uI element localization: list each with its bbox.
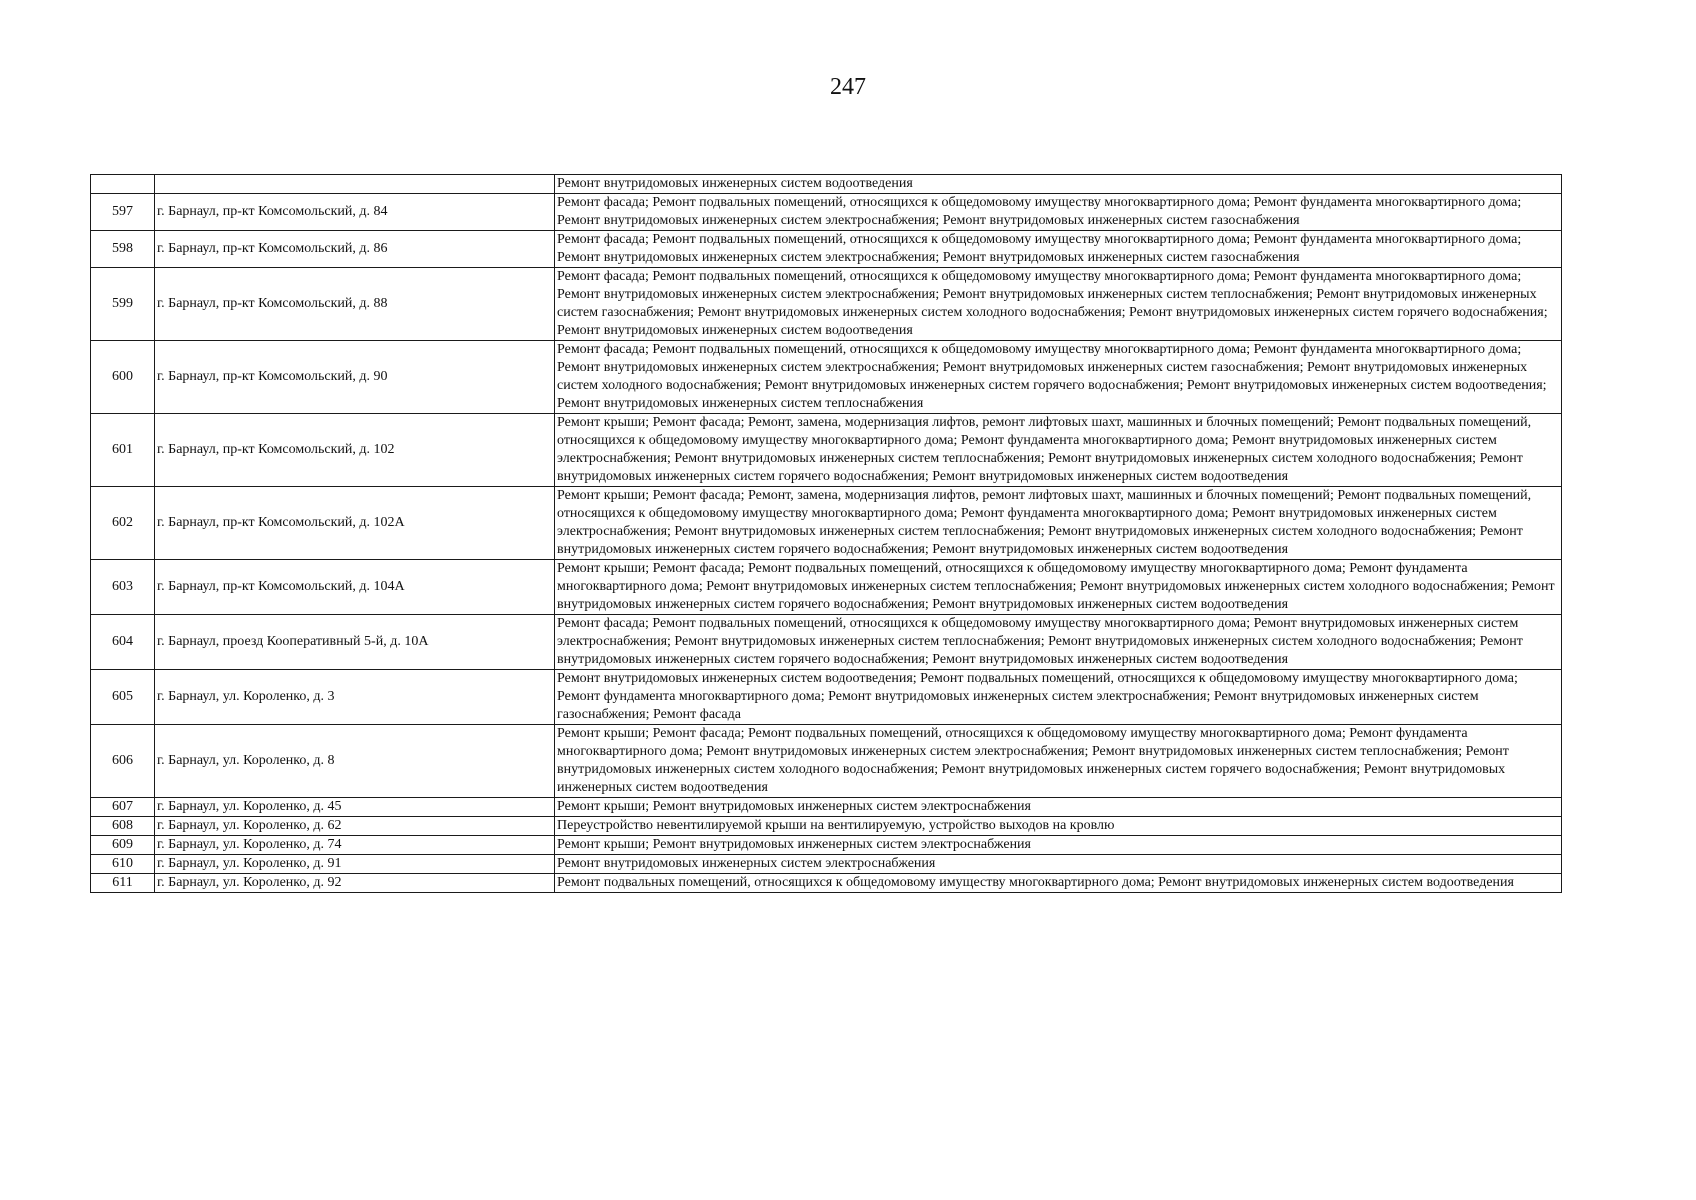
row-number: 607 (91, 798, 155, 817)
building-address: г. Барнаул, пр-кт Комсомольский, д. 104А (155, 560, 555, 615)
row-number (91, 175, 155, 194)
table-row (91, 855, 1562, 874)
table-row (91, 268, 1562, 341)
row-number: 598 (91, 231, 155, 268)
building-address: г. Барнаул, пр-кт Комсомольский, д. 88 (155, 268, 555, 341)
table-row (91, 341, 1562, 414)
repair-registry-table (90, 174, 1562, 893)
table-row (91, 817, 1562, 836)
building-address (155, 175, 555, 194)
repair-works-list: Ремонт крыши; Ремонт фасада; Ремонт, замена, модернизация лифтов, ремонт лифтовых шахт, машинных и блочных помещений; Ремонт подвальных помещений, относящихся к общедомовому имуществу многоквартирного дома; Ремонт фундамента многоквартирного дома; Ремонт внутридомовых инженерных систем электроснабжения; Ремонт внутридомовых инженерных систем теплоснабжения; Ремонт внутридомовых инженерных систем холодного водоснабжения; Ремонт внутридомовых инженерных систем горячего водоснабжения; Ремонт внутридомовых инженерных систем водоотведения (555, 414, 1562, 487)
repair-works-list: Ремонт крыши; Ремонт внутридомовых инженерных систем электроснабжения (555, 836, 1562, 855)
repair-works-list: Переустройство невентилируемой крыши на вентилируемую, устройство выходов на кровлю (555, 817, 1562, 836)
row-number: 599 (91, 268, 155, 341)
table-row (91, 487, 1562, 560)
table-row (91, 231, 1562, 268)
registry-body (91, 175, 1562, 893)
building-address: г. Барнаул, ул. Короленко, д. 92 (155, 874, 555, 893)
repair-works-list: Ремонт внутридомовых инженерных систем электроснабжения (555, 855, 1562, 874)
building-address: г. Барнаул, пр-кт Комсомольский, д. 84 (155, 194, 555, 231)
building-address: г. Барнаул, ул. Короленко, д. 62 (155, 817, 555, 836)
row-number: 605 (91, 670, 155, 725)
row-number: 603 (91, 560, 155, 615)
building-address: г. Барнаул, ул. Короленко, д. 91 (155, 855, 555, 874)
building-address: г. Барнаул, ул. Короленко, д. 8 (155, 725, 555, 798)
repair-works-list: Ремонт крыши; Ремонт фасада; Ремонт подвальных помещений, относящихся к общедомовому имуществу многоквартирного дома; Ремонт фундамента многоквартирного дома; Ремонт внутридомовых инженерных систем теплоснабжения; Ремонт внутридомовых инженерных систем холодного водоснабжения; Ремонт внутридомовых инженерных систем горячего водоснабжения; Ремонт внутридомовых инженерных систем водоотведения (555, 560, 1562, 615)
table-row (91, 175, 1562, 194)
repair-works-list: Ремонт крыши; Ремонт фасада; Ремонт, замена, модернизация лифтов, ремонт лифтовых шахт, машинных и блочных помещений; Ремонт подвальных помещений, относящихся к общедомовому имуществу многоквартирного дома; Ремонт фундамента многоквартирного дома; Ремонт внутридомовых инженерных систем электроснабжения; Ремонт внутридомовых инженерных систем теплоснабжения; Ремонт внутридомовых инженерных систем холодного водоснабжения; Ремонт внутридомовых инженерных систем горячего водоснабжения; Ремонт внутридомовых инженерных систем водоотведения (555, 487, 1562, 560)
table-row (91, 560, 1562, 615)
row-number: 611 (91, 874, 155, 893)
row-number: 601 (91, 414, 155, 487)
repair-works-list: Ремонт фасада; Ремонт подвальных помещений, относящихся к общедомовому имуществу многоквартирного дома; Ремонт фундамента многоквартирного дома; Ремонт внутридомовых инженерных систем электроснабжения; Ремонт внутридомовых инженерных систем газоснабжения (555, 231, 1562, 268)
table-row (91, 874, 1562, 893)
row-number: 608 (91, 817, 155, 836)
building-address: г. Барнаул, ул. Короленко, д. 3 (155, 670, 555, 725)
building-address: г. Барнаул, пр-кт Комсомольский, д. 102А (155, 487, 555, 560)
repair-works-list: Ремонт фасада; Ремонт подвальных помещений, относящихся к общедомовому имуществу многоквартирного дома; Ремонт фундамента многоквартирного дома; Ремонт внутридомовых инженерных систем электроснабжения; Ремонт внутридомовых инженерных систем теплоснабжения; Ремонт внутридомовых инженерных систем газоснабжения; Ремонт внутридомовых инженерных систем холодного водоснабжения; Ремонт внутридомовых инженерных систем горячего водоснабжения; Ремонт внутридомовых инженерных систем водоотведения (555, 268, 1562, 341)
building-address: г. Барнаул, ул. Короленко, д. 45 (155, 798, 555, 817)
page-number: 247 (830, 74, 866, 100)
table-row (91, 798, 1562, 817)
repair-works-list: Ремонт внутридомовых инженерных систем водоотведения; Ремонт подвальных помещений, относящихся к общедомовому имуществу многоквартирного дома; Ремонт фундамента многоквартирного дома; Ремонт внутридомовых инженерных систем электроснабжения; Ремонт внутридомовых инженерных систем газоснабжения; Ремонт фасада (555, 670, 1562, 725)
building-address: г. Барнаул, пр-кт Комсомольский, д. 102 (155, 414, 555, 487)
table-row (91, 725, 1562, 798)
row-number: 602 (91, 487, 155, 560)
repair-works-list: Ремонт крыши; Ремонт внутридомовых инженерных систем электроснабжения (555, 798, 1562, 817)
row-number: 606 (91, 725, 155, 798)
row-number: 600 (91, 341, 155, 414)
building-address: г. Барнаул, пр-кт Комсомольский, д. 86 (155, 231, 555, 268)
repair-works-list: Ремонт фасада; Ремонт подвальных помещений, относящихся к общедомовому имуществу многоквартирного дома; Ремонт внутридомовых инженерных систем электроснабжения; Ремонт внутридомовых инженерных систем теплоснабжения; Ремонт внутридомовых инженерных систем холодного водоснабжения; Ремонт внутридомовых инженерных систем горячего водоснабжения; Ремонт внутридомовых инженерных систем водоотведения (555, 615, 1562, 670)
repair-works-list: Ремонт фасада; Ремонт подвальных помещений, относящихся к общедомовому имуществу многоквартирного дома; Ремонт фундамента многоквартирного дома; Ремонт внутридомовых инженерных систем электроснабжения; Ремонт внутридомовых инженерных систем газоснабжения (555, 194, 1562, 231)
table-row (91, 670, 1562, 725)
row-number: 597 (91, 194, 155, 231)
row-number: 610 (91, 855, 155, 874)
table-row (91, 414, 1562, 487)
building-address: г. Барнаул, проезд Кооперативный 5-й, д. 10А (155, 615, 555, 670)
repair-works-list: Ремонт крыши; Ремонт фасада; Ремонт подвальных помещений, относящихся к общедомовому имуществу многоквартирного дома; Ремонт фундамента многоквартирного дома; Ремонт внутридомовых инженерных систем электроснабжения; Ремонт внутридомовых инженерных систем теплоснабжения; Ремонт внутридомовых инженерных систем холодного водоснабжения; Ремонт внутридомовых инженерных систем горячего водоснабжения; Ремонт внутридомовых инженерных систем водоотведения (555, 725, 1562, 798)
repair-works-list: Ремонт внутридомовых инженерных систем водоотведения (555, 175, 1562, 194)
building-address: г. Барнаул, ул. Короленко, д. 74 (155, 836, 555, 855)
row-number: 609 (91, 836, 155, 855)
building-address: г. Барнаул, пр-кт Комсомольский, д. 90 (155, 341, 555, 414)
table-row (91, 615, 1562, 670)
row-number: 604 (91, 615, 155, 670)
table-row (91, 194, 1562, 231)
repair-works-list: Ремонт подвальных помещений, относящихся к общедомовому имуществу многоквартирного дома; Ремонт внутридомовых инженерных систем водоотведения (555, 874, 1562, 893)
table-row (91, 836, 1562, 855)
repair-works-list: Ремонт фасада; Ремонт подвальных помещений, относящихся к общедомовому имуществу многоквартирного дома; Ремонт фундамента многоквартирного дома; Ремонт внутридомовых инженерных систем электроснабжения; Ремонт внутридомовых инженерных систем газоснабжения; Ремонт внутридомовых инженерных систем холодного водоснабжения; Ремонт внутридомовых инженерных систем горячего водоснабжения; Ремонт внутридомовых инженерных систем водоотведения; Ремонт внутридомовых инженерных систем теплоснабжения (555, 341, 1562, 414)
